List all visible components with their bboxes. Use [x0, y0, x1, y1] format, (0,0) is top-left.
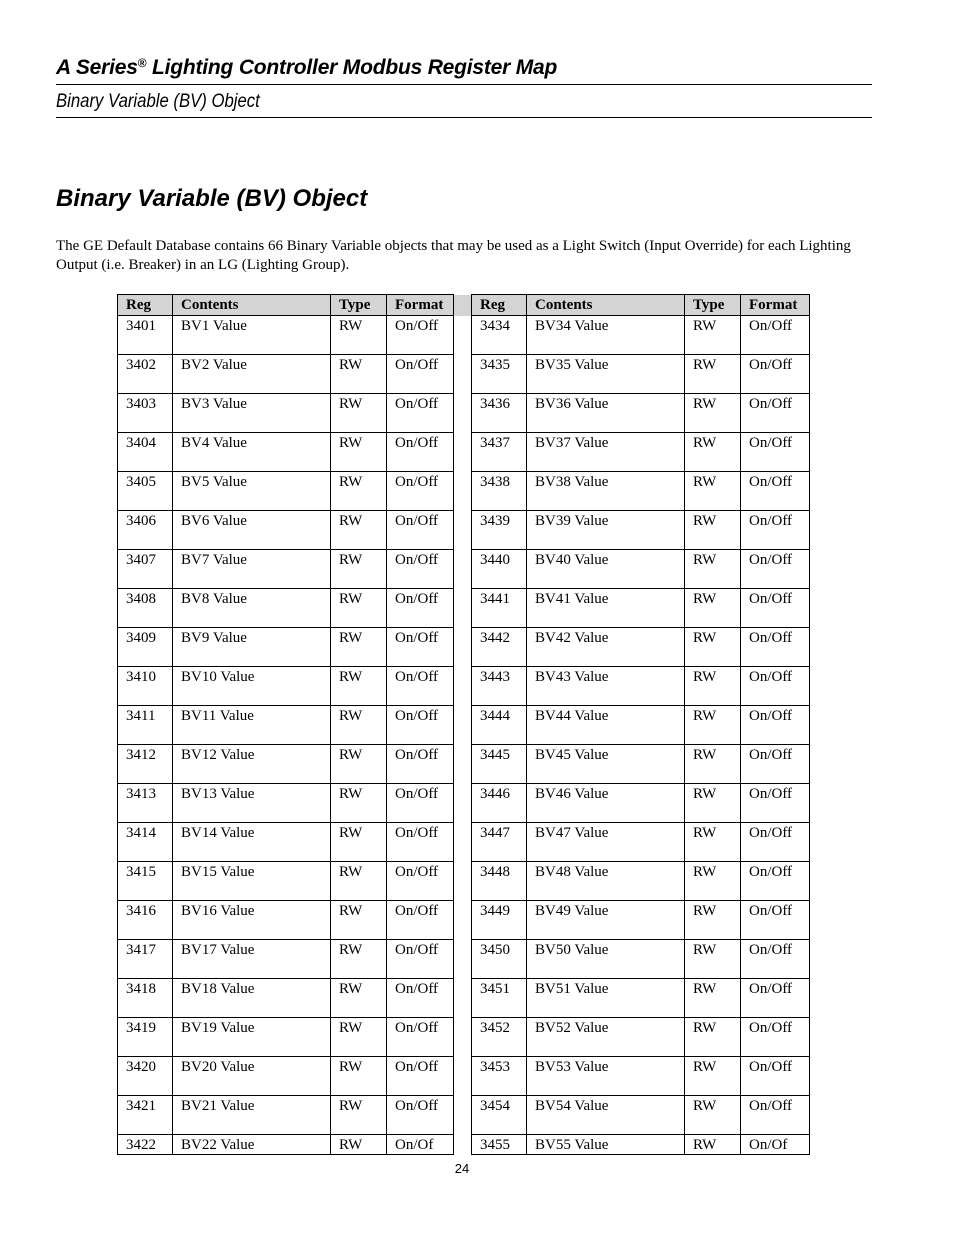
- cell-reg-right: 3437: [472, 433, 527, 472]
- table-row: [118, 823, 810, 862]
- cell-type-right: RW: [685, 1057, 741, 1096]
- cell-type: RW: [331, 823, 387, 862]
- cell-contents-right: BV54 Value: [527, 1096, 685, 1135]
- cell-format: On/Off: [387, 745, 454, 784]
- cell-type: RW: [331, 979, 387, 1018]
- cell-gap: [454, 316, 472, 355]
- cell-reg: 3405: [118, 472, 173, 511]
- cell-format-right: On/Off: [741, 589, 810, 628]
- cell-reg-right: 3445: [472, 745, 527, 784]
- cell-contents: BV20 Value: [173, 1057, 331, 1096]
- cell-format-right: On/Off: [741, 784, 810, 823]
- cell-contents-right: BV47 Value: [527, 823, 685, 862]
- cell-type-right: RW: [685, 433, 741, 472]
- cell-format-right: On/Off: [741, 979, 810, 1018]
- cell-gap: [454, 472, 472, 511]
- cell-contents: BV8 Value: [173, 589, 331, 628]
- cell-contents-right: BV45 Value: [527, 745, 685, 784]
- cell-reg: 3407: [118, 550, 173, 589]
- cell-contents: BV22 Value: [173, 1135, 331, 1155]
- cell-gap: [454, 1018, 472, 1057]
- cell-gap: [454, 1135, 472, 1155]
- cell-reg-right: 3441: [472, 589, 527, 628]
- registered-mark: ®: [137, 56, 147, 70]
- cell-contents: BV9 Value: [173, 628, 331, 667]
- cell-format-right: On/Off: [741, 511, 810, 550]
- cell-contents-right: BV49 Value: [527, 901, 685, 940]
- cell-format: On/Off: [387, 472, 454, 511]
- cell-contents-right: BV41 Value: [527, 589, 685, 628]
- cell-contents-right: BV46 Value: [527, 784, 685, 823]
- page-number: 24: [454, 1161, 470, 1176]
- cell-format-right: On/Of: [741, 1135, 810, 1155]
- col-header-type-right: Type: [685, 295, 741, 316]
- cell-reg: 3419: [118, 1018, 173, 1057]
- cell-type: RW: [331, 433, 387, 472]
- cell-contents-right: BV44 Value: [527, 706, 685, 745]
- cell-type: RW: [331, 589, 387, 628]
- table-row: [118, 394, 810, 433]
- cell-type-right: RW: [685, 862, 741, 901]
- cell-format-right: On/Off: [741, 706, 810, 745]
- cell-reg: 3422: [118, 1135, 173, 1155]
- cell-type-right: RW: [685, 1018, 741, 1057]
- table-row: [118, 1057, 810, 1096]
- cell-contents-right: BV42 Value: [527, 628, 685, 667]
- cell-reg: 3418: [118, 979, 173, 1018]
- table-row: [118, 511, 810, 550]
- cell-format-right: On/Off: [741, 940, 810, 979]
- cell-contents-right: BV48 Value: [527, 862, 685, 901]
- table-row: [118, 589, 810, 628]
- cell-reg-right: 3454: [472, 1096, 527, 1135]
- cell-format-right: On/Off: [741, 901, 810, 940]
- cell-type-right: RW: [685, 511, 741, 550]
- cell-reg-right: 3443: [472, 667, 527, 706]
- cell-contents: BV2 Value: [173, 355, 331, 394]
- table-row: [118, 316, 810, 355]
- cell-reg: 3408: [118, 589, 173, 628]
- cell-type: RW: [331, 1135, 387, 1155]
- cell-type-right: RW: [685, 589, 741, 628]
- header-subtitle: Binary Variable (BV) Object: [56, 91, 260, 112]
- cell-contents-right: BV51 Value: [527, 979, 685, 1018]
- cell-type: RW: [331, 745, 387, 784]
- cell-reg-right: 3442: [472, 628, 527, 667]
- cell-contents: BV14 Value: [173, 823, 331, 862]
- cell-contents: BV6 Value: [173, 511, 331, 550]
- cell-contents-right: BV55 Value: [527, 1135, 685, 1155]
- cell-format: On/Off: [387, 589, 454, 628]
- cell-type-right: RW: [685, 355, 741, 394]
- cell-contents: BV19 Value: [173, 1018, 331, 1057]
- cell-type: RW: [331, 472, 387, 511]
- cell-format: On/Off: [387, 394, 454, 433]
- cell-type-right: RW: [685, 472, 741, 511]
- table-body: [118, 316, 810, 1155]
- cell-type-right: RW: [685, 394, 741, 433]
- cell-contents-right: BV50 Value: [527, 940, 685, 979]
- cell-reg-right: 3435: [472, 355, 527, 394]
- cell-gap: [454, 355, 472, 394]
- cell-format: On/Off: [387, 550, 454, 589]
- cell-format-right: On/Off: [741, 862, 810, 901]
- cell-format-right: On/Off: [741, 1057, 810, 1096]
- cell-contents: BV7 Value: [173, 550, 331, 589]
- cell-format: On/Off: [387, 1018, 454, 1057]
- cell-format: On/Off: [387, 628, 454, 667]
- cell-type-right: RW: [685, 940, 741, 979]
- register-table: [117, 294, 810, 1155]
- cell-format-right: On/Off: [741, 745, 810, 784]
- cell-format: On/Off: [387, 433, 454, 472]
- cell-gap: [454, 550, 472, 589]
- cell-reg: 3411: [118, 706, 173, 745]
- cell-contents-right: BV39 Value: [527, 511, 685, 550]
- col-header-format: Format: [387, 295, 454, 316]
- cell-type-right: RW: [685, 1096, 741, 1135]
- cell-reg-right: 3451: [472, 979, 527, 1018]
- cell-format: On/Off: [387, 511, 454, 550]
- cell-format: On/Off: [387, 1057, 454, 1096]
- cell-type-right: RW: [685, 706, 741, 745]
- cell-type-right: RW: [685, 979, 741, 1018]
- cell-reg-right: 3453: [472, 1057, 527, 1096]
- cell-type: RW: [331, 1057, 387, 1096]
- cell-contents-right: BV36 Value: [527, 394, 685, 433]
- cell-contents: BV3 Value: [173, 394, 331, 433]
- cell-type-right: RW: [685, 901, 741, 940]
- cell-reg-right: 3438: [472, 472, 527, 511]
- table-row: [118, 1096, 810, 1135]
- table-row: [118, 628, 810, 667]
- cell-type-right: RW: [685, 667, 741, 706]
- cell-gap: [454, 433, 472, 472]
- cell-contents: BV1 Value: [173, 316, 331, 355]
- cell-contents: BV21 Value: [173, 1096, 331, 1135]
- cell-gap: [454, 628, 472, 667]
- cell-contents: BV16 Value: [173, 901, 331, 940]
- table-header-row: [118, 295, 810, 316]
- cell-gap: [454, 940, 472, 979]
- header-title: [56, 56, 557, 80]
- cell-reg-right: 3434: [472, 316, 527, 355]
- cell-reg: 3420: [118, 1057, 173, 1096]
- col-header-contents: Contents: [173, 295, 331, 316]
- cell-type: RW: [331, 316, 387, 355]
- cell-format: On/Off: [387, 979, 454, 1018]
- cell-type: RW: [331, 394, 387, 433]
- cell-type: RW: [331, 667, 387, 706]
- cell-reg-right: 3439: [472, 511, 527, 550]
- col-header-reg: Reg: [118, 295, 173, 316]
- cell-format-right: On/Off: [741, 1018, 810, 1057]
- cell-reg-right: 3447: [472, 823, 527, 862]
- cell-reg-right: 3436: [472, 394, 527, 433]
- cell-gap: [454, 745, 472, 784]
- cell-reg-right: 3448: [472, 862, 527, 901]
- table-row: [118, 1135, 810, 1155]
- cell-reg: 3406: [118, 511, 173, 550]
- cell-format-right: On/Off: [741, 1096, 810, 1135]
- cell-gap: [454, 823, 472, 862]
- cell-type: RW: [331, 550, 387, 589]
- table-row: [118, 940, 810, 979]
- cell-type-right: RW: [685, 550, 741, 589]
- intro-paragraph: The GE Default Database contains 66 Binary Variable objects that may be used as a Light Switch (Input Override) for each Lighting Output (i.e. Breaker) in an LG (Lighting Group).: [56, 238, 851, 273]
- cell-reg: 3403: [118, 394, 173, 433]
- cell-gap: [454, 901, 472, 940]
- cell-format-right: On/Off: [741, 823, 810, 862]
- col-header-contents-right: Contents: [527, 295, 685, 316]
- cell-contents: BV4 Value: [173, 433, 331, 472]
- cell-reg: 3414: [118, 823, 173, 862]
- cell-reg-right: 3446: [472, 784, 527, 823]
- section-title: Binary Variable (BV) Object: [56, 185, 368, 212]
- cell-contents-right: BV34 Value: [527, 316, 685, 355]
- cell-reg-right: 3449: [472, 901, 527, 940]
- cell-contents: BV13 Value: [173, 784, 331, 823]
- cell-gap: [454, 1096, 472, 1135]
- cell-type: RW: [331, 901, 387, 940]
- cell-reg-right: 3440: [472, 550, 527, 589]
- cell-type-right: RW: [685, 745, 741, 784]
- cell-format-right: On/Off: [741, 355, 810, 394]
- cell-contents-right: BV38 Value: [527, 472, 685, 511]
- cell-reg: 3404: [118, 433, 173, 472]
- cell-contents-right: BV52 Value: [527, 1018, 685, 1057]
- cell-format-right: On/Off: [741, 667, 810, 706]
- cell-contents-right: BV40 Value: [527, 550, 685, 589]
- cell-reg-right: 3452: [472, 1018, 527, 1057]
- cell-reg: 3413: [118, 784, 173, 823]
- cell-contents-right: BV53 Value: [527, 1057, 685, 1096]
- table-row: [118, 784, 810, 823]
- cell-contents: BV11 Value: [173, 706, 331, 745]
- cell-format: On/Of: [387, 1135, 454, 1155]
- table-row: [118, 901, 810, 940]
- cell-format: On/Off: [387, 667, 454, 706]
- cell-gap: [454, 394, 472, 433]
- cell-format: On/Off: [387, 706, 454, 745]
- cell-type: RW: [331, 706, 387, 745]
- cell-reg: 3412: [118, 745, 173, 784]
- cell-reg-right: 3444: [472, 706, 527, 745]
- col-header-format-right: Format: [741, 295, 810, 316]
- cell-type: RW: [331, 862, 387, 901]
- table-row: [118, 979, 810, 1018]
- cell-format-right: On/Off: [741, 433, 810, 472]
- cell-reg: 3410: [118, 667, 173, 706]
- cell-contents: BV10 Value: [173, 667, 331, 706]
- cell-gap: [454, 784, 472, 823]
- cell-format-right: On/Off: [741, 550, 810, 589]
- cell-format: On/Off: [387, 823, 454, 862]
- cell-type-right: RW: [685, 784, 741, 823]
- cell-contents: BV15 Value: [173, 862, 331, 901]
- cell-contents: BV18 Value: [173, 979, 331, 1018]
- cell-contents: BV5 Value: [173, 472, 331, 511]
- cell-format: On/Off: [387, 862, 454, 901]
- cell-type: RW: [331, 628, 387, 667]
- cell-format: On/Off: [387, 784, 454, 823]
- cell-gap: [454, 706, 472, 745]
- cell-contents: BV17 Value: [173, 940, 331, 979]
- col-header-reg-right: Reg: [472, 295, 527, 316]
- cell-format: On/Off: [387, 1096, 454, 1135]
- cell-contents-right: BV43 Value: [527, 667, 685, 706]
- cell-type: RW: [331, 511, 387, 550]
- table-row: [118, 550, 810, 589]
- table-row: [118, 706, 810, 745]
- cell-gap: [454, 589, 472, 628]
- cell-format: On/Off: [387, 940, 454, 979]
- cell-type-right: RW: [685, 1135, 741, 1155]
- cell-format: On/Off: [387, 901, 454, 940]
- cell-reg: 3417: [118, 940, 173, 979]
- table-row: [118, 667, 810, 706]
- cell-reg: 3415: [118, 862, 173, 901]
- cell-gap: [454, 979, 472, 1018]
- cell-type: RW: [331, 784, 387, 823]
- col-gap: [454, 295, 472, 316]
- table-row: [118, 1018, 810, 1057]
- cell-contents: BV12 Value: [173, 745, 331, 784]
- cell-gap: [454, 1057, 472, 1096]
- header-title-prefix: A Series: [56, 56, 138, 79]
- cell-type-right: RW: [685, 628, 741, 667]
- cell-type-right: RW: [685, 316, 741, 355]
- cell-type: RW: [331, 940, 387, 979]
- header-title-suffix: Lighting Controller Modbus Register Map: [146, 56, 558, 79]
- cell-reg: 3416: [118, 901, 173, 940]
- cell-reg: 3409: [118, 628, 173, 667]
- header-rule-top: [56, 84, 872, 85]
- cell-reg-right: 3450: [472, 940, 527, 979]
- col-header-type: Type: [331, 295, 387, 316]
- cell-format-right: On/Off: [741, 472, 810, 511]
- cell-gap: [454, 511, 472, 550]
- table-row: [118, 433, 810, 472]
- cell-type: RW: [331, 355, 387, 394]
- cell-type-right: RW: [685, 823, 741, 862]
- cell-format: On/Off: [387, 355, 454, 394]
- cell-gap: [454, 862, 472, 901]
- cell-format-right: On/Off: [741, 628, 810, 667]
- cell-reg-right: 3455: [472, 1135, 527, 1155]
- table-row: [118, 745, 810, 784]
- cell-reg: 3402: [118, 355, 173, 394]
- cell-type: RW: [331, 1018, 387, 1057]
- cell-format-right: On/Off: [741, 316, 810, 355]
- cell-contents-right: BV37 Value: [527, 433, 685, 472]
- table-row: [118, 355, 810, 394]
- cell-type: RW: [331, 1096, 387, 1135]
- cell-format: On/Off: [387, 316, 454, 355]
- table-row: [118, 862, 810, 901]
- cell-contents-right: BV35 Value: [527, 355, 685, 394]
- cell-format-right: On/Off: [741, 394, 810, 433]
- cell-reg: 3421: [118, 1096, 173, 1135]
- header-rule-bottom: [56, 117, 872, 118]
- table-row: [118, 472, 810, 511]
- cell-gap: [454, 667, 472, 706]
- cell-reg: 3401: [118, 316, 173, 355]
